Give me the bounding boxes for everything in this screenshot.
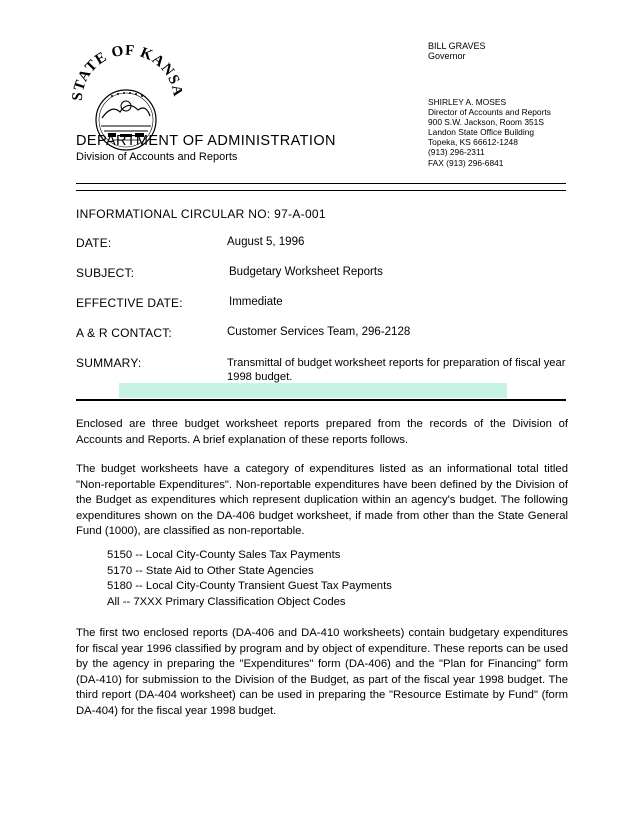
governor-title: Governor [428, 51, 466, 61]
svg-text:STATE OF KANSAS [68, 38, 182, 102]
governor-name: BILL GRAVES [428, 41, 486, 51]
list-item: 5170 -- State Aid to Other State Agencies [107, 564, 314, 577]
director-title: Director of Accounts and Reports [428, 107, 551, 118]
governor-block [428, 41, 486, 61]
highlight-band [119, 383, 507, 398]
contact-value: Customer Services Team, 296-2128 [227, 326, 411, 338]
summary-label: SUMMARY: [76, 356, 142, 370]
list-item: 5180 -- Local City-County Transient Guest Tax Payments [107, 580, 392, 593]
paragraph-nonreportable: The budget worksheets have a category of expenditures listed as an informational total titled "Non-reportable Expenditures". Non-reportable expenditures have been defined by the Division of the Budget as expenditures which represent duplication within an agency's budget. The following expenditures shown on the DA-406 budget worksheet, if made from other than the State General Fund (1000), are classified as non-reportable. [76, 463, 568, 538]
seal-text: STATE OF KANS [69, 42, 182, 102]
division-name: Division of Accounts and Reports [76, 151, 238, 163]
director-block [428, 97, 551, 168]
circular-heading: INFORMATIONAL CIRCULAR NO: 97-A-001 [76, 207, 326, 221]
list-item: 5150 -- Local City-County Sales Tax Payments [107, 549, 341, 561]
director-phone: (913) 296-2311 [428, 147, 485, 158]
object-code-list [107, 548, 392, 610]
contact-label: A & R CONTACT: [76, 326, 172, 340]
director-building: Landon State Office Building [428, 127, 535, 138]
header-rule-bottom [76, 190, 566, 191]
director-city: Topeka, KS 66612-1248 [428, 137, 518, 148]
list-item: All -- 7XXX Primary Classification Object Codes [107, 595, 346, 608]
director-name: SHIRLEY A. MOSES [428, 97, 507, 107]
subject-value: Budgetary Worksheet Reports [229, 266, 383, 278]
paragraph-intro: Enclosed are three budget worksheet reports prepared from the records of the Division of Accounts and Reports. A brief explanation of these reports follows. [76, 418, 568, 446]
summary-value: Transmittal of budget worksheet reports for preparation of fiscal year 1998 budget. [227, 357, 566, 383]
date-label: DATE: [76, 236, 112, 250]
section-rule [76, 399, 566, 401]
director-address: 900 S.W. Jackson, Room 351S [428, 117, 544, 128]
effective-date-label: EFFECTIVE DATE: [76, 296, 183, 310]
subject-label: SUBJECT: [76, 266, 135, 280]
effective-date-value: Immediate [229, 296, 283, 308]
paragraph-reports: The first two enclosed reports (DA-406 and DA-410 worksheets) contain budgetary expenditures for fiscal year 1996 classified by program and by object of expenditure. These reports can be used by the agency in preparing the "Expenditures" form (DA-406) and the "Plan for Financing" form (DA-410) for submission to the Division of the Budget, as part of the fiscal year 1998 budget. The third report (DA-404 worksheet) can be used in preparing the "Resource Estimate by Fund" (form DA-404) for the fiscal year 1998 budget. [76, 627, 568, 717]
director-fax: FAX (913) 296-6841 [428, 157, 504, 168]
date-value: August 5, 1996 [227, 236, 305, 248]
department-title: DEPARTMENT OF ADMINISTRATION [76, 133, 336, 149]
header-rule-top [76, 183, 566, 184]
